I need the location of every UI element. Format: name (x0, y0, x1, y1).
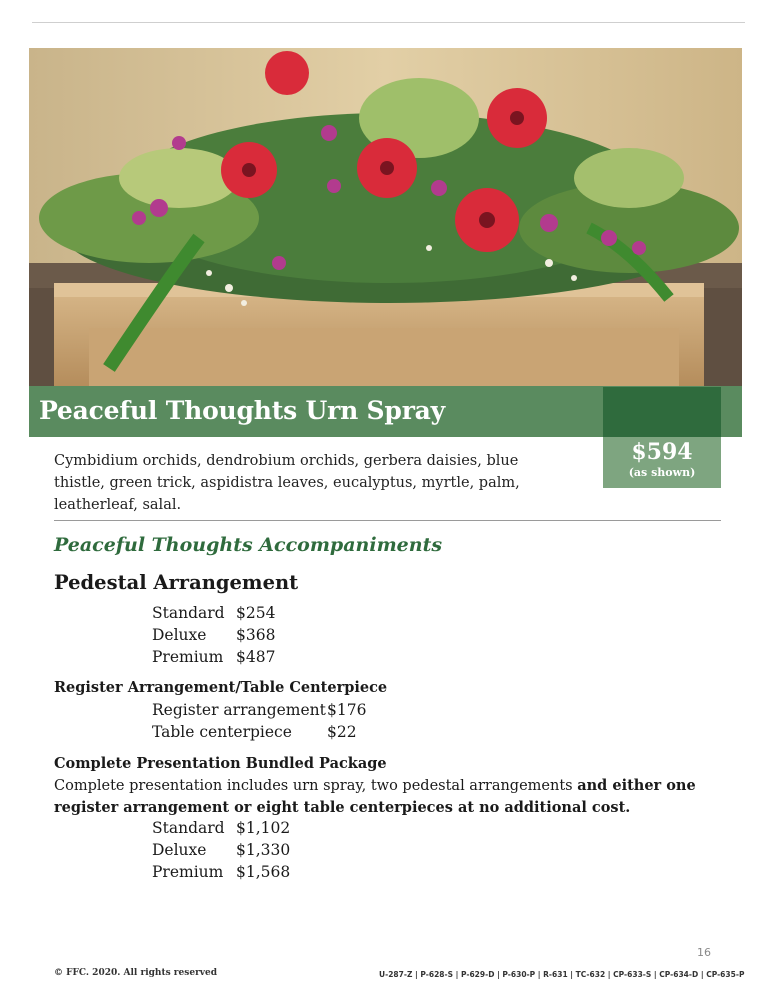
product-title: Peaceful Thoughts Urn Spray (39, 396, 445, 425)
copyright: © FFC. 2020. All rights reserved (54, 968, 218, 978)
price-row (152, 646, 275, 668)
price-note: (as shown) (628, 466, 696, 479)
accompaniments-heading: Peaceful Thoughts Accompaniments (54, 534, 443, 556)
item-price: $176 (327, 701, 367, 719)
tier-label: Deluxe (152, 841, 207, 859)
tier-price: $487 (236, 648, 276, 666)
tier-price: $254 (236, 604, 276, 622)
price-row (152, 861, 290, 883)
bundle-heading: Complete Presentation Bundled Package (54, 755, 387, 772)
tier-price: $1,568 (236, 863, 291, 881)
bundle-price-table (152, 817, 290, 883)
tier-price: $1,330 (236, 841, 291, 859)
product-price: $594 (631, 439, 693, 465)
pedestal-heading: Pedestal Arrangement (54, 571, 299, 594)
item-label: Register arrangement (152, 701, 326, 719)
product-description: Cymbidium orchids, dendrobium orchids, gerbera daisies, blue thistle, green trick, aspidistra leaves, eucalyptus, myrtle, palm, leatherleaf, salal. (54, 453, 520, 513)
urn-spray-photo (29, 48, 742, 386)
bundle-desc-plain: Complete presentation includes urn spray, two pedestal arrangements (54, 778, 578, 794)
tier-label: Standard (152, 819, 225, 837)
item-price: $22 (327, 723, 357, 741)
price-row (152, 602, 275, 624)
tier-price: $368 (236, 626, 276, 644)
tier-label: Deluxe (152, 626, 207, 644)
price-row (152, 699, 366, 721)
register-heading: Register Arrangement/Table Centerpiece (54, 679, 388, 696)
tier-label: Standard (152, 604, 225, 622)
tier-price: $1,102 (236, 819, 291, 837)
register-price-table (152, 699, 366, 743)
price-row (152, 817, 290, 839)
section-divider (54, 520, 721, 521)
item-label: Table centerpiece (152, 723, 292, 741)
price-row (152, 624, 275, 646)
top-divider (32, 22, 745, 23)
page-number: 16 (697, 946, 711, 959)
price-box-top (603, 387, 721, 437)
product-codes: U-287-Z | P-628-S | P-629-D | P-630-P | R-631 | TC-632 | CP-633-S | CP-634-D | CP-635-P (379, 970, 745, 979)
tier-label: Premium (152, 863, 224, 881)
tier-label: Premium (152, 648, 224, 666)
bundle-description (54, 775, 744, 819)
price-row (152, 721, 366, 743)
price-row (152, 839, 290, 861)
price-box (603, 437, 721, 488)
pedestal-price-table (152, 602, 275, 668)
bundle-desc-bold: and either one register arrangement or eight table centerpieces at no additional cost. (54, 777, 696, 816)
